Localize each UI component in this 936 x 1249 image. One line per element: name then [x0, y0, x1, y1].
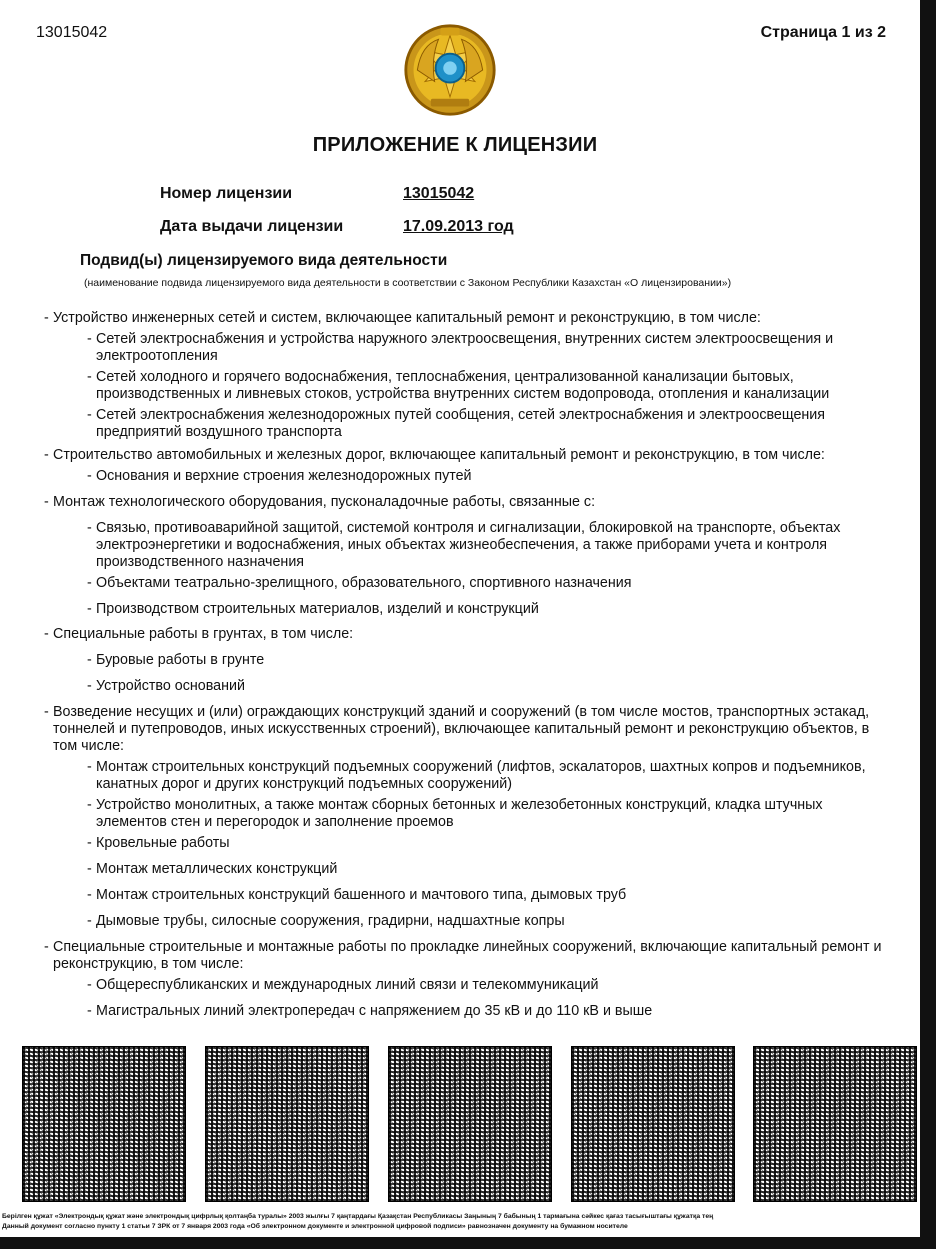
license-date-label: Дата выдачи лицензии [160, 218, 344, 235]
activity-subitem: - Буровые работы в грунте [53, 652, 894, 669]
activity-category-label: - Возведение несущих и (или) ограждающих конструкций зданий и сооружений (в том числе мостов, транспортных эстакад, тоннелей и путепроводов, иных искусственных строений), включающее капитальный ремонт и реконструкцию объектов, в том числе: [53, 704, 870, 754]
barcode-strip [22, 1046, 918, 1202]
activity-category-label: - Устройство инженерных сетей и систем, включающее капитальный ремонт и реконструкцию, в том числе: [53, 310, 761, 326]
activity-subitem: - Сетей электроснабжения железнодорожных путей сообщения, сетей электроснабжения и электроосвещения предприятий воздушного транспорта [53, 407, 894, 441]
kazakhstan-state-emblem-icon [402, 22, 498, 118]
activity-category-label: - Монтаж технологического оборудования, пусконаладочные работы, связанные с: [53, 494, 596, 510]
activity-subitem: - Основания и верхние строения железнодорожных путей [53, 468, 894, 485]
2d-barcode-icon [388, 1046, 552, 1202]
footer-line-kz: Берілген құжат «Электрондық құжат және электрондық цифрлық қолтаңба туралы» 2003 жылғы 7 қаңтардағы Қазақстан Республикасы Заңының 7 бабының 1 тармағына сәйкес қағаз тасығыштағы құжатқа тең [2, 1213, 714, 1220]
license-number-label: Номер лицензии [160, 185, 293, 202]
license-number-value: 13015042 [403, 185, 475, 202]
activity-category [44, 939, 894, 1020]
activity-subitem: - Общереспубликанских и международных линий связи и телекоммуникаций [53, 977, 894, 994]
activity-subitem: - Устройство монолитных, а также монтаж сборных бетонных и железобетонных конструкций, кладка штучных элементов стен и перегородок и заполнение проемов [53, 797, 894, 831]
activity-category [44, 626, 894, 695]
activity-subitem: - Сетей электроснабжения и устройства наружного электроосвещения, внутренних систем электроосвещения и электроотопления [53, 331, 894, 365]
activity-category [44, 704, 894, 930]
activity-subitem: - Дымовые трубы, силосные сооружения, градирни, надшахтные копры [53, 913, 894, 930]
activity-subitem: - Магистральных линий электропередач с напряжением до 35 кВ и до 110 кВ и выше [53, 1003, 894, 1020]
activity-subitem: - Производством строительных материалов, изделий и конструкций [53, 601, 894, 618]
2d-barcode-icon [753, 1046, 917, 1202]
section-note: (наименование подвида лицензируемого вида деятельности в соответствии с Законом Республики Казахстан «О лицензировании») [84, 277, 732, 289]
legal-footer [2, 1212, 902, 1232]
activity-category [44, 447, 894, 485]
activity-category-label: - Специальные работы в грунтах, в том числе: [53, 626, 354, 642]
license-date-value: 17.09.2013 год [403, 218, 514, 235]
footer-line-ru: Данный документ согласно пункту 1 статьи 7 ЗРК от 7 января 2003 года «Об электронном документе и электронной цифровой подписи» равнозначен документу на бумажном носителе [2, 1223, 628, 1230]
document-number: 13015042 [36, 24, 108, 41]
2d-barcode-icon [205, 1046, 369, 1202]
license-number-row [160, 185, 474, 203]
2d-barcode-icon [22, 1046, 186, 1202]
activity-subitem: - Связью, противоаварийной защитой, системой контроля и сигнализации, блокировкой на транспорте, объектах электроэнергетики и водоснабжения, иных объектах жизнеобеспечения, а также приборами учета и контроля производственного назначения [53, 520, 894, 571]
activity-subitem: - Кровельные работы [53, 835, 894, 852]
activity-subitem: - Сетей холодного и горячего водоснабжения, теплоснабжения, централизованной канализации бытовых, производственных и ливневых стоков, устройства внутренних систем водопровода, отопления и канализации [53, 369, 894, 403]
license-date-row [160, 218, 514, 236]
activity-list [44, 310, 894, 1026]
activity-subitem: - Устройство оснований [53, 678, 894, 695]
activity-category-label: - Строительство автомобильных и железных дорог, включающее капитальный ремонт и реконструкцию, в том числе: [53, 447, 825, 463]
activity-subitem: - Объектами театрально-зрелищного, образовательного, спортивного назначения [53, 575, 894, 592]
page-title: ПРИЛОЖЕНИЕ К ЛИЦЕНЗИИ [312, 134, 598, 156]
2d-barcode-icon [571, 1046, 735, 1202]
page-counter: Страница 1 из 2 [760, 24, 886, 41]
activity-subitem: - Монтаж строительных конструкций башенного и мачтового типа, дымовых труб [53, 887, 894, 904]
activity-category-label: - Специальные строительные и монтажные работы по прокладке линейных сооружений, включающие капитальный ремонт и реконструкцию, в том числе: [53, 939, 882, 972]
activity-subitem: - Монтаж металлических конструкций [53, 861, 894, 878]
activity-subitem: - Монтаж строительных конструкций подъемных сооружений (лифтов, эскалаторов, шахтных копров и подъемников, канатных дорог и других конструкций подъемных сооружений) [53, 759, 894, 793]
activity-category [44, 494, 894, 618]
activity-category [44, 310, 894, 441]
section-heading: Подвид(ы) лицензируемого вида деятельности [80, 252, 448, 269]
